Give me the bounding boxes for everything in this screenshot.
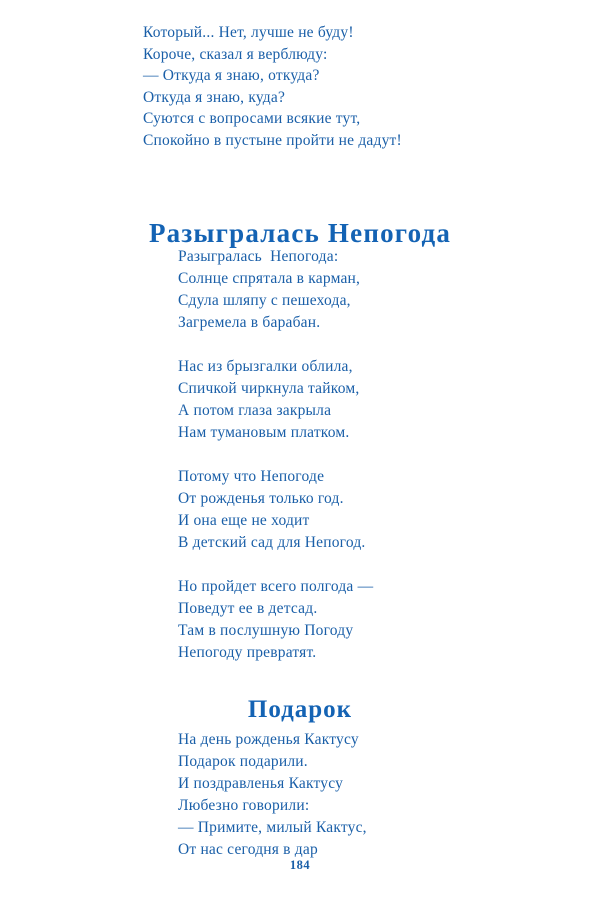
poem-title-podarok: Подарок [247, 695, 353, 723]
poem-line: Загремела в барабан. [178, 314, 321, 331]
poem-line: Откуда я знаю, куда? [143, 88, 286, 106]
stanza [178, 576, 373, 664]
poem-line: Нас из брызгалки облила, [178, 358, 353, 375]
poem-line: Любезно говорили: [178, 797, 310, 814]
poem-line: Короче, сказал я верблюду: [143, 45, 328, 63]
poem-line: И поздравленья Кактусу [178, 775, 344, 792]
page-number: 184 [289, 858, 311, 872]
poem-fragment-continuation [143, 22, 402, 151]
stanza [178, 356, 373, 444]
poem-line: От нас сегодня в дар [178, 841, 318, 858]
poem-line: — Примите, милый Кактус, [178, 819, 367, 836]
poem-body-podarok [178, 729, 367, 861]
stanza [143, 22, 402, 151]
poem-line: Разыгралась Непогода: [178, 248, 339, 265]
poem-body-razygralas-nepogoda [178, 246, 373, 686]
poem-line: Но пройдет всего полгода — [178, 578, 374, 595]
stanza [178, 729, 367, 861]
poem-line: И она еще не ходит [178, 512, 310, 529]
poem-line: Подарок подарили. [178, 753, 308, 770]
poem-line: В детский сад для Непогод. [178, 534, 366, 551]
poem-line: Спокойно в пустыне пройти не дадут! [143, 131, 402, 149]
poem-line: Солнце спрятала в карман, [178, 270, 361, 287]
stanza [178, 246, 373, 334]
poem-line: На день рожденья Кактусу [178, 731, 359, 748]
poem-line: Суются с вопросами всякие тут, [143, 110, 361, 127]
poem-line: Там в послушную Погоду [178, 622, 354, 639]
poem-line: Поведут ее в детсад. [178, 600, 318, 617]
poem-line: Непогоду превратят. [178, 644, 317, 661]
poem-line: Спичкой чиркнула тайком, [178, 380, 360, 397]
poem-line: Сдула шляпу с пешехода, [178, 292, 351, 309]
poem-line: Нам тумановым платком. [178, 424, 350, 441]
poem-title-razygralas-nepogoda: Разыгралась Непогода [148, 218, 452, 249]
poem-line: От рожденья только год. [178, 490, 344, 507]
poem-line: Потому что Непогоде [178, 468, 325, 485]
poem-line: А потом глаза закрыла [178, 402, 332, 419]
poem-line: Который... Нет, лучше не буду! [143, 24, 354, 41]
poem-line: — Откуда я знаю, откуда? [143, 67, 320, 84]
stanza [178, 466, 373, 554]
